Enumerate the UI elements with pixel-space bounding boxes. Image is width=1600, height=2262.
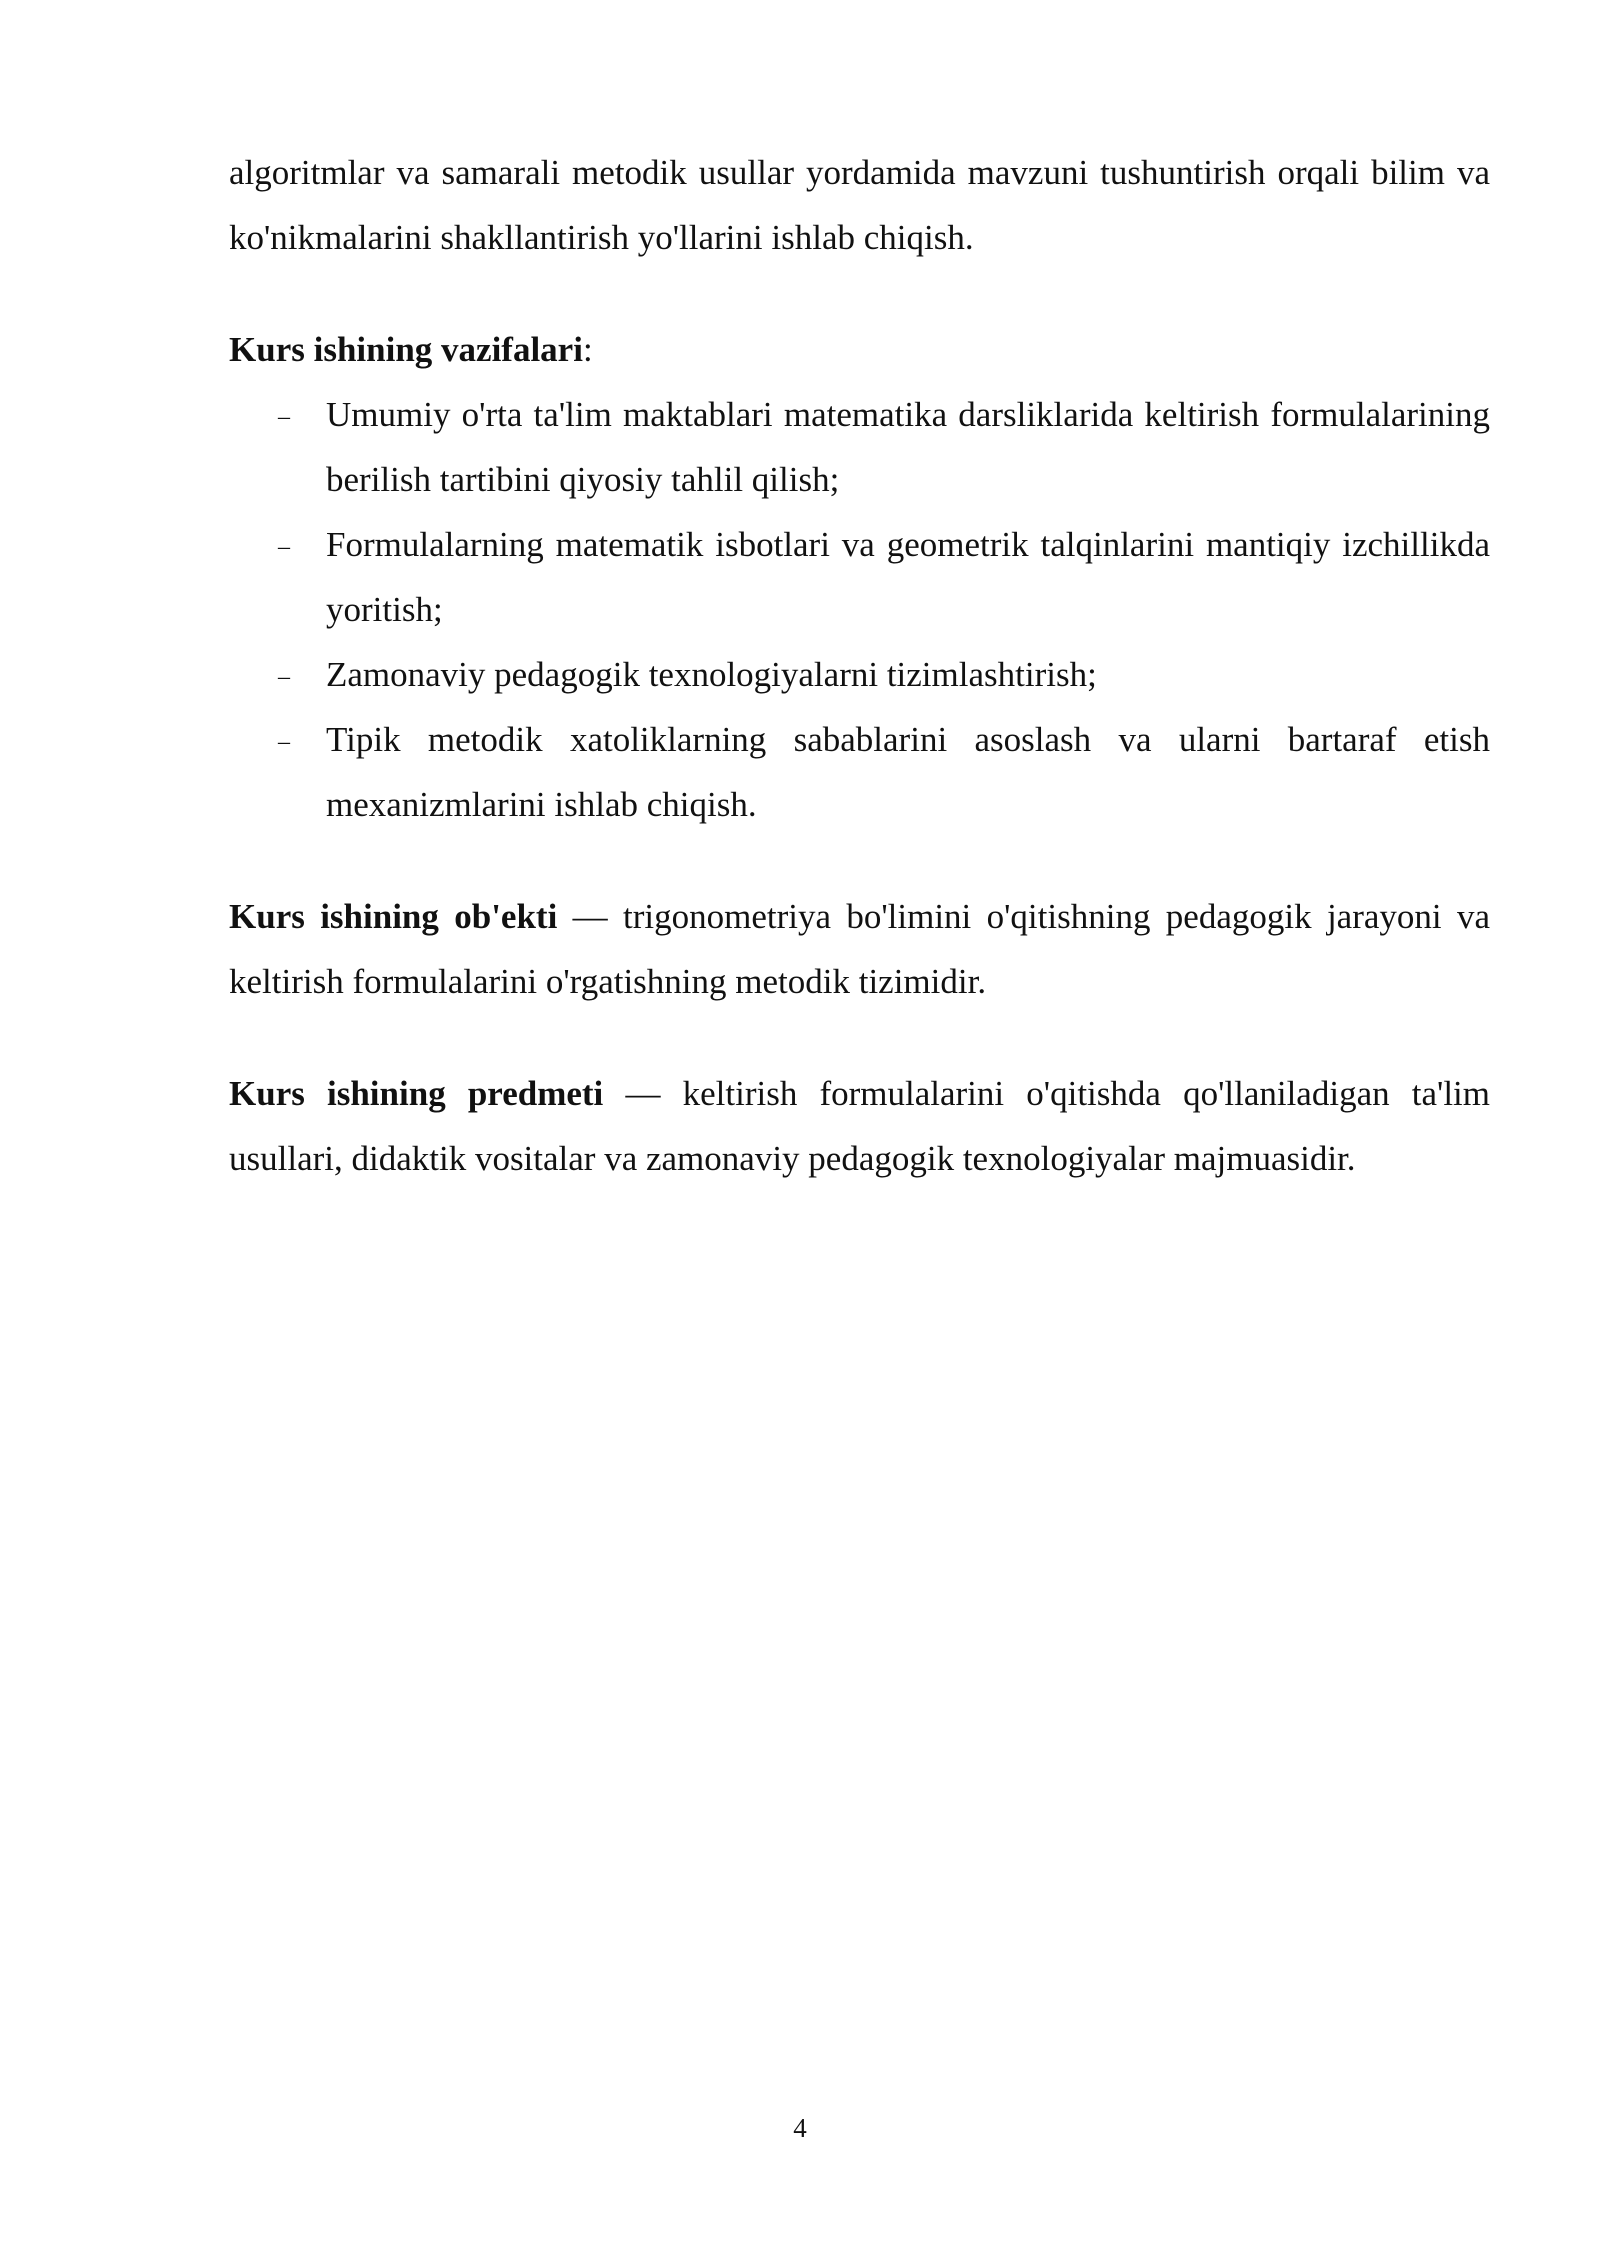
task-item (229, 707, 1490, 837)
subject-paragraph (229, 1061, 1490, 1191)
task-item (229, 642, 1490, 707)
spacer (229, 837, 1490, 884)
dash-bullet-icon: – (278, 664, 290, 690)
object-label: Kurs ishining ob'ekti (229, 897, 558, 936)
tasks-heading-label: Kurs ishining vazifalari (229, 330, 583, 369)
document-page (229, 140, 1490, 1191)
task-item-text: Tipik metodik xatoliklarning sabablarini asoslash va ularni bartaraf etish mexanizmlarini ishlab chiqish. (326, 720, 1490, 824)
tasks-heading-colon: : (582, 330, 593, 369)
task-item-text: Umumiy o'rta ta'lim maktablari matematika darsliklarida keltirish formulalarining berilish tartibini qiyosiy tahlil qilish; (326, 395, 1490, 499)
object-text: — trigonometriya bo'limini o'qitishning pedagogik jarayoni va keltirish formulalarini o'rgatishning metodik tizimidir. (229, 897, 1490, 1001)
page-number: 4 (793, 2113, 807, 2143)
task-item-text: Zamonaviy pedagogik texnologiyalarni tizimlashtirish; (326, 655, 1097, 694)
tasks-list (229, 382, 1490, 837)
dash-bullet-icon: – (278, 729, 290, 755)
spacer (229, 1014, 1490, 1061)
subject-label: Kurs ishining predmeti (229, 1074, 604, 1113)
object-paragraph (229, 884, 1490, 1014)
spacer (229, 270, 1490, 317)
task-item (229, 512, 1490, 642)
dash-bullet-icon: – (278, 404, 290, 430)
intro-paragraph: algoritmlar va samarali metodik usullar yordamida mavzuni tushuntirish orqali bilim va ko'nikmalarini shakllantirish yo'llarini ishlab chiqish. (229, 153, 1490, 257)
dash-bullet-icon: – (278, 534, 290, 560)
task-item-text: Formulalarning matematik isbotlari va geometrik talqinlarini mantiqiy izchillikda yoritish; (326, 525, 1490, 629)
subject-text: — keltirish formulalarini o'qitishda qo'llaniladigan ta'lim usullari, didaktik vositalar va zamonaviy pedagogik texnologiyalar majmuasidir. (229, 1074, 1490, 1178)
task-item (229, 382, 1490, 512)
tasks-heading (229, 317, 1490, 382)
